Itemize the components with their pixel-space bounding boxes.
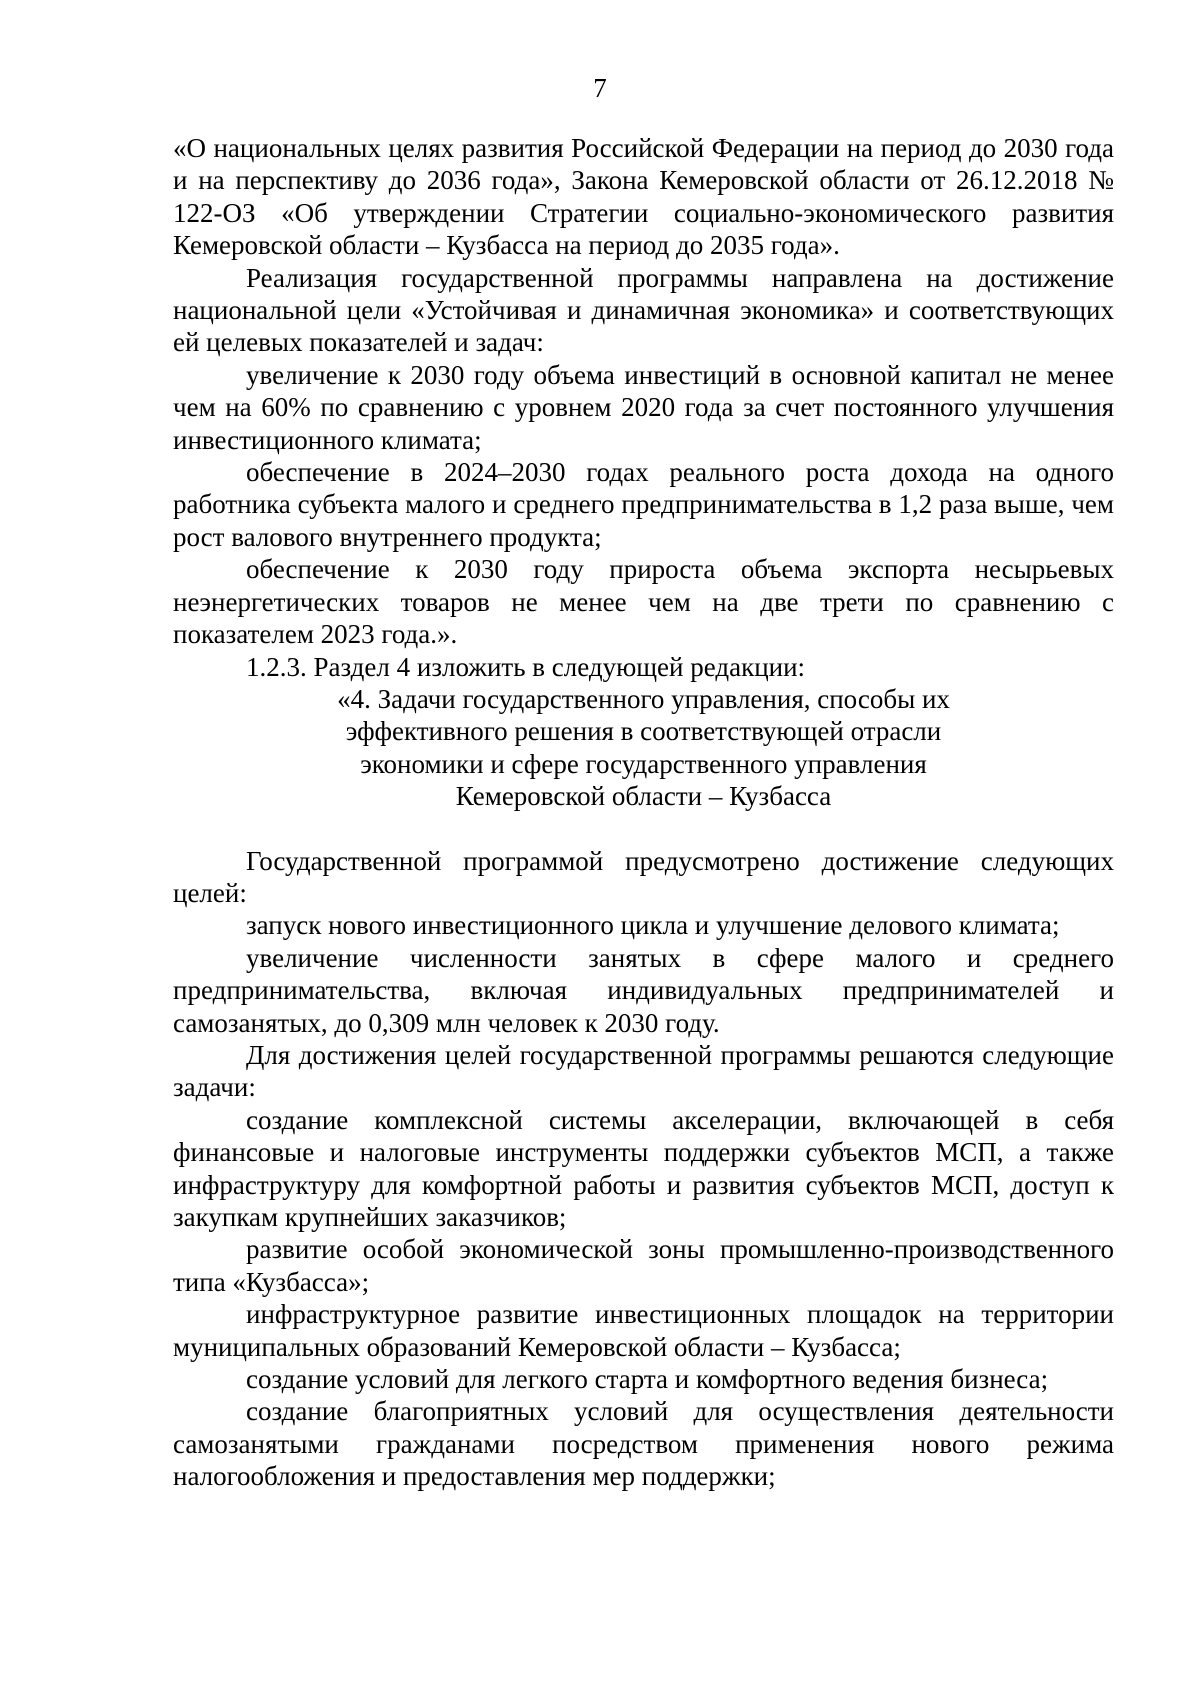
paragraph: создание комплексной системы акселерации, включающей в себя финансовые и налоговые инструменты поддержки субъектов МСП, а также инфраструктуру для комфортной работы и развития субъектов МСП, доступ к закупкам крупнейших заказчиков; xyxy=(173,1104,1114,1232)
paragraph: создание благоприятных условий для осуществления деятельности самозанятыми гражданами посредством применения нового режима налогообложения и предоставления мер поддержки; xyxy=(173,1396,1114,1492)
document-body xyxy=(173,132,1114,1493)
paragraph: 1.2.3. Раздел 4 изложить в следующей редакции: xyxy=(246,651,806,682)
paragraph: обеспечение в 2024–2030 годах реального роста дохода на одного работника субъекта малого и среднего предпринимательства в 1,2 раза выше, чем рост валового внутреннего продукта; xyxy=(173,457,1114,552)
paragraph: запуск нового инвестиционного цикла и улучшение делового климата; xyxy=(246,910,1060,941)
section-heading-line: экономики и сфере государственного управления xyxy=(360,748,927,779)
paragraph: увеличение численности занятых в сфере малого и среднего предпринимательства, включая индивидуальных предпринимателей и самозанятых, до 0,309 млн человек к 2030 году. xyxy=(173,942,1114,1038)
paragraph: обеспечение к 2030 году прироста объема экспорта несырьевых неэнергетических товаров не менее чем на две трети по сравнению с показателем 2023 года.». xyxy=(173,554,1114,650)
paragraph: Для достижения целей государственной программы решаются следующие задачи: xyxy=(173,1039,1114,1103)
section-heading-line: Кемеровской области – Кузбасса xyxy=(455,781,832,812)
paragraph: инфраструктурное развитие инвестиционных площадок на территории муниципальных образований Кемеровской области – Кузбасса; xyxy=(173,1299,1114,1362)
section-heading xyxy=(173,683,1114,813)
blank-line xyxy=(173,813,1114,845)
paragraph: Государственной программой предусмотрено достижение следующих целей: xyxy=(173,845,1114,908)
section-heading-line: эффективного решения в соответствующей отрасли xyxy=(345,716,942,747)
paragraph: создание условий для легкого старта и комфортного ведения бизнеса; xyxy=(246,1364,1049,1395)
paragraph: Реализация государственной программы направлена на достижение национальной цели «Устойчивая и динамичная экономика» и соответствующих ей целевых показателей и задач: xyxy=(173,262,1114,358)
paragraph: «О национальных целях развития Российской Федерации на период до 2030 года и на перспективу до 2036 года», Закона Кемеровской области от 26.12.2018 № 122-ОЗ «Об утверждении Стратегии социально-экономического развития Кемеровской области – Кузбасса на период до 2035 года». xyxy=(173,133,1114,261)
paragraph: увеличение к 2030 году объема инвестиций в основной капитал не менее чем на 60% по сравнению с уровнем 2020 года за счет постоянного улучшения инвестиционного климата; xyxy=(173,359,1114,455)
section-heading-line: «4. Задачи государственного управления, способы их xyxy=(337,683,950,714)
paragraph: развитие особой экономической зоны промышленно-производственного типа «Кузбасса»; xyxy=(173,1234,1114,1297)
page-number: 7 xyxy=(593,73,607,103)
